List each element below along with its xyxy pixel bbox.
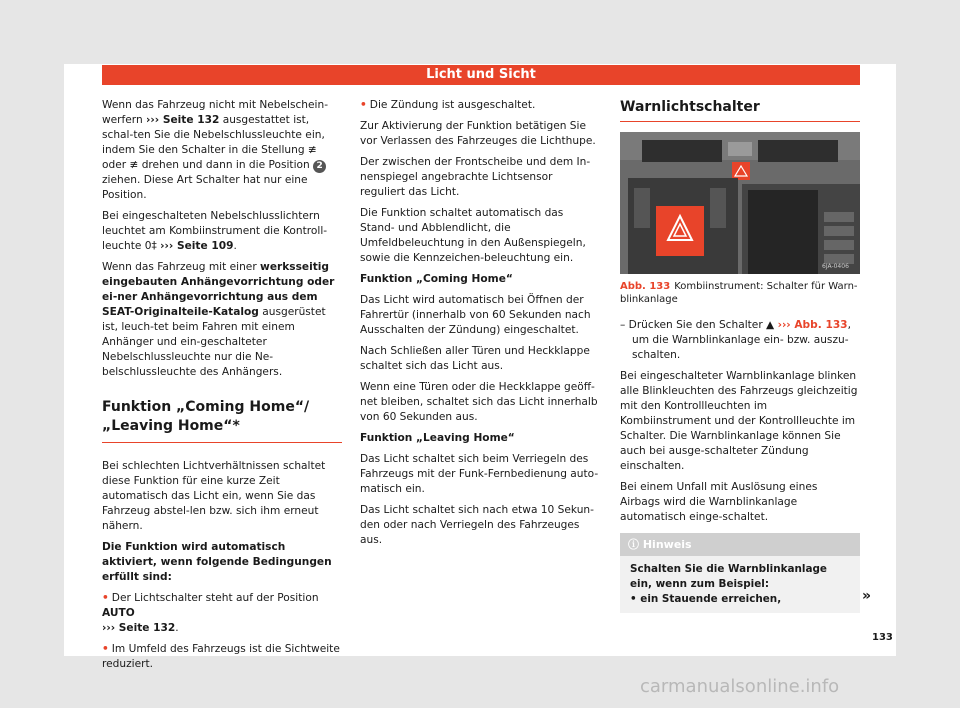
- watermark: carmanualsonline.info: [640, 676, 840, 697]
- figure-code: 6JA-0406: [822, 263, 849, 270]
- paragraph: Die Funktion wird automatisch aktiviert, wenn folgende Bedingungen erfüllt sind:: [102, 541, 332, 583]
- paragraph: Wenn eine Türen oder die Heckklappe geöff-net bleiben, schaltet sich das Licht innerhalb von 60 Sekunden aus.: [360, 381, 598, 423]
- paragraph: Das Licht schaltet sich nach etwa 10 Sekun-den oder nach Verriegeln des Fahrzeuges aus.: [360, 504, 594, 546]
- continue-icon: »: [862, 588, 872, 604]
- section-heading: Funktion „Coming Home“/„Leaving Home“*: [102, 398, 342, 443]
- page-link[interactable]: ››› Seite 132: [102, 622, 176, 634]
- figure-link[interactable]: ››› Abb. 133: [777, 319, 848, 331]
- column-3: [620, 98, 860, 613]
- dashboard-illustration: [620, 132, 860, 274]
- paragraph: Das Licht wird automatisch bei Öffnen der Fahrertür (innerhalb von 60 Sekunden nach Ausschalten der Zündung) eingeschaltet.: [360, 294, 591, 336]
- subheading: Funktion „Coming Home“: [360, 273, 513, 285]
- paragraph: Bei einem Unfall mit Auslösung eines Airbags wird die Warnblinkanlage automatisch einge-schaltet.: [620, 481, 818, 523]
- column-2: [360, 98, 600, 554]
- paragraph: Das Licht schaltet sich beim Verriegeln des Fahrzeugs mit der Funk-Fernbedienung auto-matisch ein.: [360, 453, 599, 495]
- paragraph: Bei eingeschalteten Nebelschlusslichtern leuchtet am Kombiinstrument die Kontroll-leuchte 0‡ ››› Seite 109.: [102, 210, 328, 252]
- page-link[interactable]: ››› Seite 109: [160, 240, 234, 252]
- note-bullet: • ein Stauende erreichen,: [630, 593, 782, 605]
- instruction-step: – Drücken Sie den Schalter ▲ ››› Abb. 133, um die Warnblinkanlage ein- bzw. auszu-schalten.: [620, 319, 851, 361]
- figure-caption: Abb. 133 Kombiinstrument: Schalter für Warn-blinkanlage: [620, 281, 858, 305]
- paragraph: Bei schlechten Lichtverhältnissen schaltet diese Funktion für eine kurze Zeit automatisch das Licht ein, wenn Sie das Fahrzeug abstel-len bzw. sich ihm erneut nähern.: [102, 460, 326, 532]
- paragraph: Die Funktion schaltet automatisch das Stand- und Abblendlicht, die Umfeldbeleuchtung in den Außenspiegeln, sowie die Kennzeichen-beleuchtung ein.: [360, 207, 586, 264]
- note-text: Schalten Sie die Warnblinkanlage ein, wenn zum Beispiel:: [630, 563, 827, 590]
- list-item: • Im Umfeld des Fahrzeugs ist die Sichtweite reduziert.: [102, 643, 340, 670]
- bullet-icon: •: [102, 643, 109, 655]
- section-header: Licht und Sicht: [102, 65, 860, 85]
- list-item: • Der Lichtschalter steht auf der Position AUTO ››› Seite 132.: [102, 592, 319, 634]
- subheading: Funktion „Leaving Home“: [360, 432, 515, 444]
- figure-dashboard: [620, 132, 860, 274]
- paragraph: Wenn das Fahrzeug nicht mit Nebelschein-werfern ››› Seite 132 ausgestattet ist, schal-ten Sie die Nebelschlussleuchte ein, indem Sie den Schalter in die Stellung ≢ oder ≢ drehen und dann in die Position 2 ziehen. Diese Art Schalter hat nur eine Position.: [102, 99, 329, 201]
- paragraph: Bei eingeschalteter Warnblinkanlage blinken alle Blinkleuchten des Fahrzeugs gleichzeitig mit den Kontrollleuchten im Kombiinstrument und der Kontrollleuchte im Schalter. Die Warnblinkanlage können Sie auch bei ausge-schalteter Zündung einschalten.: [620, 370, 858, 472]
- note-header: ⓘ Hinweis: [620, 533, 860, 556]
- section-title: Warnlichtschalter: [620, 98, 860, 122]
- note-body: [620, 556, 860, 613]
- paragraph: Wenn das Fahrzeug mit einer werksseitig eingebauten Anhängevorrichtung oder ei-ner Anhängevorrichtung aus dem SEAT-Originalteile-Katalog ausgerüstet ist, leuch-tet beim Fahren mit einem Anhänger und ein-geschalteter Nebelschlussleuchte nur die Ne-belschlussleuchte des Anhängers.: [102, 261, 335, 378]
- paragraph: Nach Schließen aller Türen und Heckklappe schaltet sich das Licht aus.: [360, 345, 590, 372]
- page-number: 133: [872, 632, 893, 643]
- paragraph: Zur Aktivierung der Funktion betätigen Sie vor Verlassen des Fahrzeuges die Lichthupe.: [360, 120, 596, 147]
- bullet-icon: •: [360, 99, 367, 111]
- paragraph: Der zwischen der Frontscheibe und dem In-nenspiegel angebrachte Lichtsensor reguliert das Licht.: [360, 156, 591, 198]
- column-1: [102, 98, 342, 678]
- page-link[interactable]: ››› Seite 132: [146, 114, 220, 126]
- position-number: 2: [313, 160, 326, 173]
- info-icon: ⓘ: [628, 538, 639, 551]
- bullet-icon: •: [102, 592, 109, 604]
- list-item: • Die Zündung ist ausgeschaltet.: [360, 99, 536, 111]
- note-box: [620, 533, 860, 613]
